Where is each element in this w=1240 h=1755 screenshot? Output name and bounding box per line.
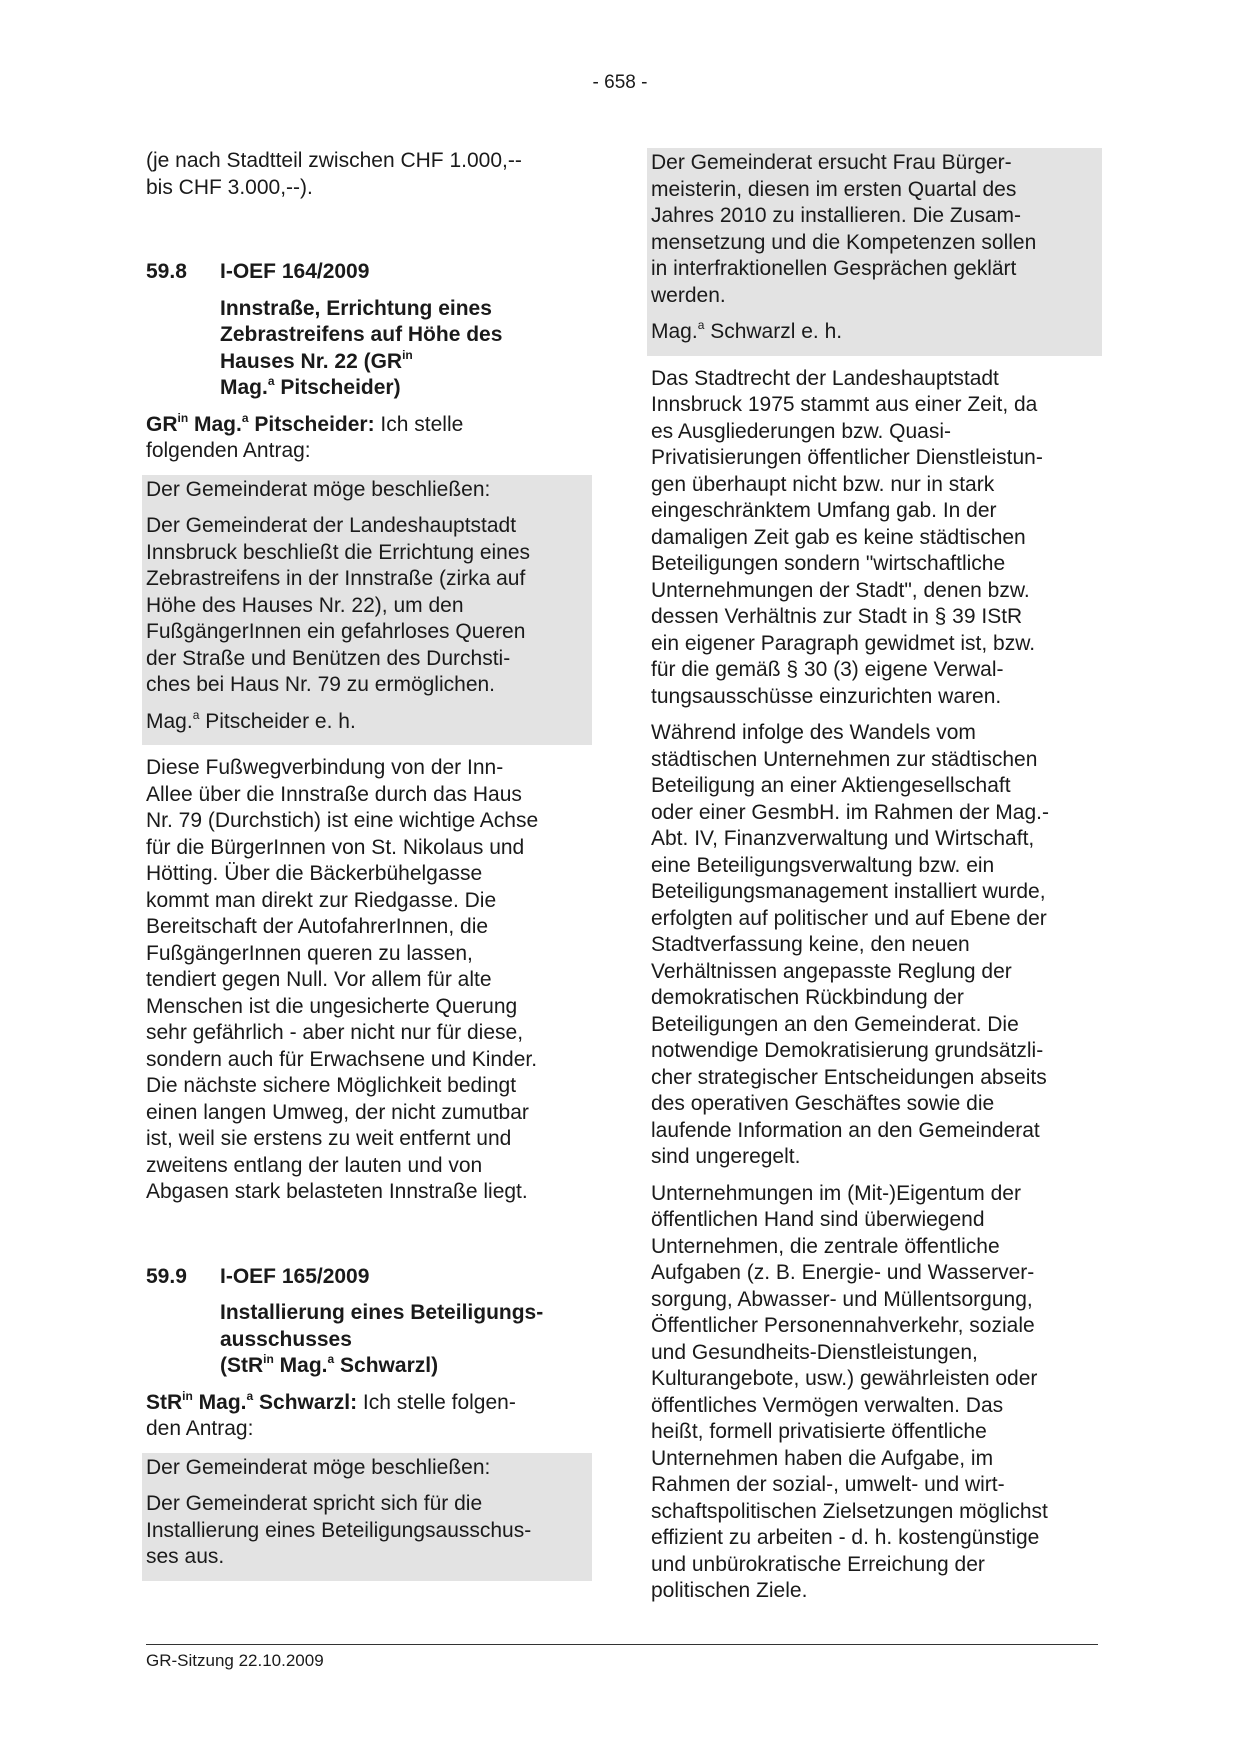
section-code: I-OEF 165/2009 bbox=[220, 1264, 370, 1288]
motion-box-59-8 bbox=[142, 475, 592, 746]
motion-signature: Mag.$^a$ Schwarzl e. h. bbox=[651, 318, 843, 343]
section-number: 59.8 bbox=[146, 260, 187, 283]
motion-text: Der Gemeinderat der Landeshauptstadt Innsbruck beschließt die Errichtung eines Zebrastreifens in der Innstraße (zirka auf Höhe des Hauses Nr. 22), um den FußgängerInnen ein gefahrloses Queren der Straße und Benützen des Durchsti- ches bei Haus Nr. 79 zu ermöglichen. bbox=[146, 514, 531, 696]
motion-intro: Der Gemeinderat möge beschließen: bbox=[146, 477, 491, 501]
speaker-paragraph: StR$^{in}$ Mag.$^a$ Schwarzl: Ich stelle folgen- den Antrag: bbox=[146, 1388, 516, 1440]
section-59-8-heading bbox=[146, 259, 588, 286]
footer-text: GR-Sitzung 22.10.2009 bbox=[146, 1651, 324, 1670]
left-column bbox=[146, 148, 588, 1581]
motion-text-continued: Der Gemeinderat ersucht Frau Bürger- meisterin, diesen im ersten Quartal des Jahres 2010 zu installieren. Die Zusam- mensetzung und die Kompetenzen sollen in interfraktionellen Gesprächen geklärt werden. bbox=[651, 151, 1037, 307]
justification-paragraph-1: Das Stadtrecht der Landeshauptstadt Innsbruck 1975 stammt aus einer Zeit, da es Ausgliederungen bzw. Quasi- Privatisierungen öffentlicher Dienstleistun- gen überhaupt nicht bzw. nur in stark eingeschränktem Umfang gab. In der damaligen Zeit gab es keine städtischen Beteiligungen sondern "wirtschaftliche Unternehmungen der Stadt", denen bzw. dessen Verhältnis zur Stadt in § 39 IStR ein eigener Paragraph gewidmet ist, bzw. für die gemäß § 30 (3) eigene Verwal- tungsausschüsse einzurichten waren. bbox=[651, 366, 1043, 708]
motion-signature: Mag.$^a$ Pitscheider e. h. bbox=[146, 707, 356, 733]
justification-paragraph-3: Unternehmungen im (Mit-)Eigentum der öffentlichen Hand sind überwiegend Unternehmen, die zentrale öffentliche Aufgaben (z. B. Energie- und Wasserver- sorgung, Abwasser- und Müllentsorgung, Öffentlicher Personennahverkehr, soziale und Gesundheits-Dienstleistungen, Kulturangebote, usw.) gewährleisten oder öffentliches Vermögen verwalten. Das heißt, formell privatisierte öffentliche Unternehmen haben die Aufgabe, im Rahmen der sozial-, umwelt- und wirt- schaftspolitischen Zielsetzungen möglichst effizient zu arbeiten - d. h. kostengünstige und unbürokratische Erreichung der politischen Ziele. bbox=[651, 1181, 1048, 1602]
motion-text: Der Gemeinderat spricht sich für die Installierung eines Beteiligungsausschus- ses aus. bbox=[146, 1492, 532, 1568]
right-column bbox=[651, 148, 1098, 1615]
section-59-8-title: Innstraße, Errichtung eines Zebrastreifens auf Höhe des Hauses Nr. 22 ($GR^{in}$ Mag.$^a$ Pitscheider) bbox=[220, 296, 503, 399]
section-code: I-OEF 164/2009 bbox=[220, 260, 370, 283]
justification-paragraph: Diese Fußwegverbindung von der Inn- Allee über die Innstraße durch das Haus Nr. 79 (Durchstich) ist eine wichtige Achse für die BürgerInnen von St. Nikolaus und Hötting. Über die Bäckerbühelgasse kommt man direkt zur Riedgasse. Die Bereitschaft der AutofahrerInnen, die FußgängerInnen queren zu lassen, tendiert gegen Null. Vor allem für alte Menschen ist die ungesicherte Querung sehr gefährlich - aber nicht nur für diese, sondern auch für Erwachsene und Kinder. Die nächste sichere Möglichkeit bedingt einen langen Umweg, der nicht zumutbar ist, weil sie erstens zu weit entfernt und zweitens entlang der lauten und von Abgasen stark belasteten Innstraße liegt. bbox=[146, 756, 539, 1203]
speaker-paragraph: $GR^{in}$ Mag.$^a$ Pitscheider: Ich stelle folgenden Antrag: bbox=[146, 410, 464, 462]
intro-paragraph: (je nach Stadtteil zwischen CHF 1.000,-- bis CHF 3.000,--). bbox=[146, 149, 522, 199]
motion-intro: Der Gemeinderat möge beschließen: bbox=[146, 1455, 491, 1479]
justification-paragraph-2: Während infolge des Wandels vom städtischen Unternehmen zur städtischen Beteiligung an einer Aktiengesellschaft oder einer GesmbH. im Rahmen der Mag.- Abt. IV, Finanzverwaltung und Wirtschaft, eine Beteiligungsverwaltung bzw. ein Beteiligungsmanagement installiert wurde, erfolgten auf politischer und auf Ebene der Stadtverfassung keine, den neuen Verhältnissen angepasste Reglung der demokratischen Rückbindung der Beteiligungen an den Gemeinderat. Die notwendige Demokratisierung grundsätzli- cher strategischer Entscheidungen abseits des operativen Geschäftes sowie die laufende Information an den Gemeinderat sind ungeregelt. bbox=[651, 721, 1049, 1168]
section-number: 59.9 bbox=[146, 1264, 187, 1288]
page-number: - 658 - bbox=[592, 72, 648, 93]
motion-box-59-9-continued bbox=[647, 148, 1102, 356]
section-59-9-title: Installierung eines Beteiligungs- ausschusses (StR$^{in}$ Mag.$^a$ Schwarzl) bbox=[220, 1301, 544, 1377]
motion-box-59-9 bbox=[142, 1453, 592, 1581]
footer-divider bbox=[146, 1644, 1098, 1645]
section-59-9-heading bbox=[146, 1264, 588, 1291]
